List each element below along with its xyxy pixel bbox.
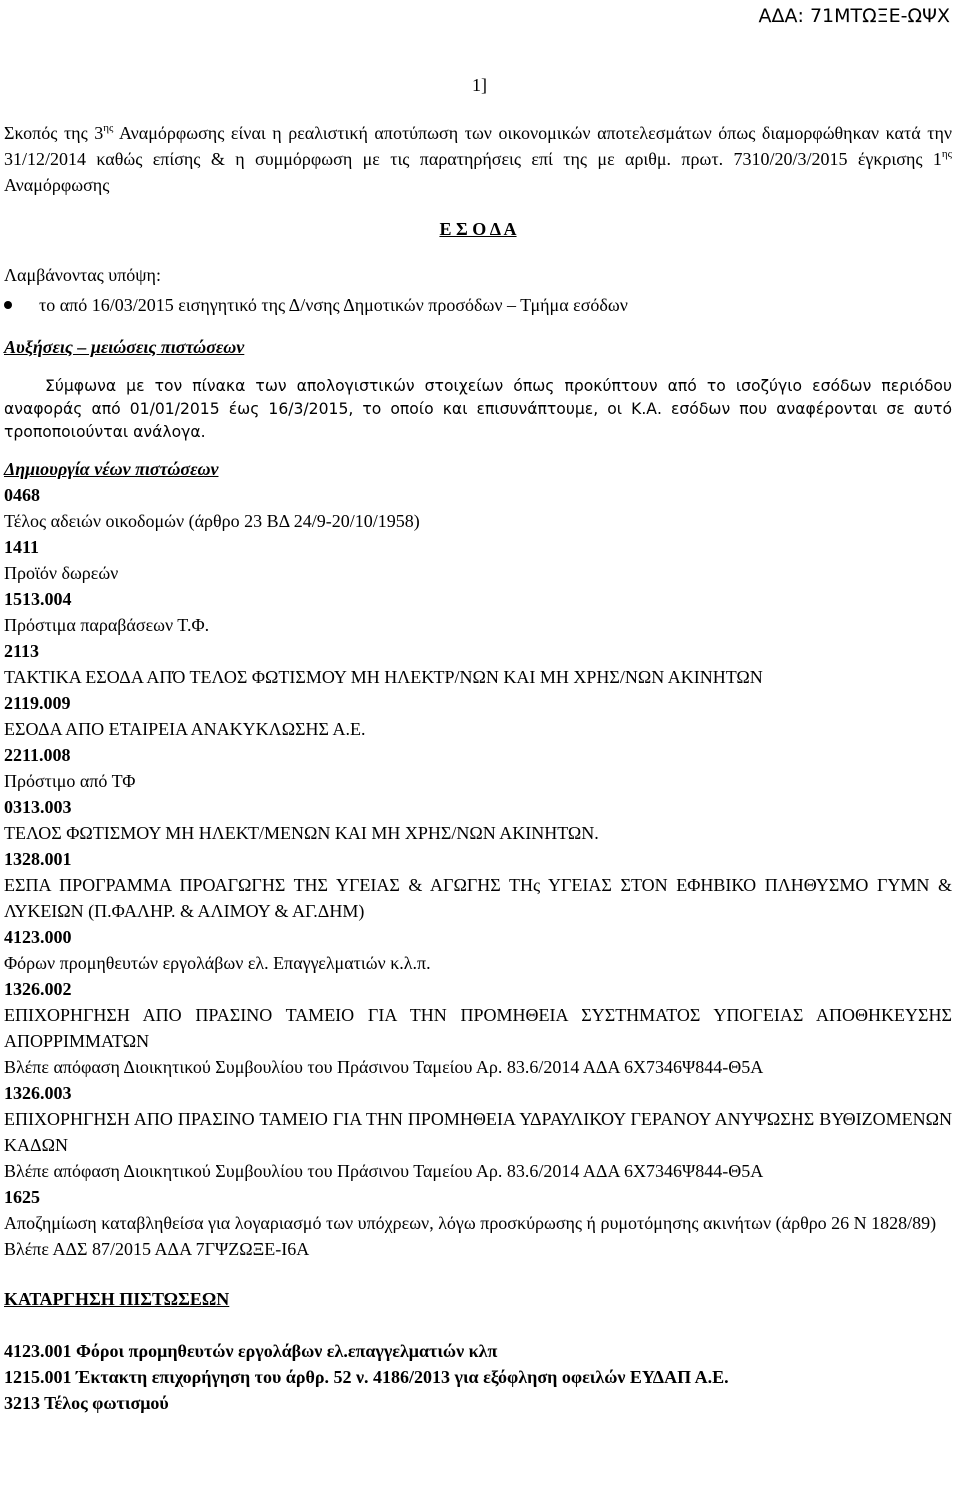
budget-code: 2119.009 [4,693,71,713]
budget-code: 1326.002 [4,979,72,999]
bullet-icon [4,301,12,309]
budget-description: Προϊόν δωρεών [4,563,119,583]
budget-description: Φόρων προμηθευτών εργολάβων ελ. Επαγγελματιών κ.λ.π. [4,953,431,973]
budget-code: 1411 [4,537,40,557]
budget-description: Βλέπε απόφαση Διοικητικού Συμβουλίου του Πράσινου Ταμείου Αρ. 83.6/2014 ΑΔΑ 6Χ7346Ψ844-Θ5Α [4,1161,764,1181]
considering-label: Λαμβάνοντας υπόψη: [4,265,161,285]
budget-description: ΕΣΠΑ ΠΡΟΓΡΑΜΜΑ ΠΡΟΑΓΩΓΗΣ ΤΗΣ ΥΓΕΙΑΣ & ΑΓΩΓΗΣ ΤΗς ΥΓΕΙΑΣ ΣΤΟΝ ΕΦΗΒΙΚΟ ΠΛΗΘΥΣΜΟ ΓΥΜΝ & ΛΥΚΕΙΩΝ (Π.ΦΑΛΗΡ. & ΑΛΙΜΟΥ & ΑΓ.ΔΗΜ) [4,875,952,921]
document-body [4,120,952,1416]
page-number: 1] [472,75,487,95]
budget-code: 4123.000 [4,927,72,947]
budget-description: Πρόστιμα παραβάσεων Τ.Φ. [4,615,210,635]
budget-code: 2113 [4,641,40,661]
ada-code: ΑΔΑ: 71ΜΤΩΞΕ-ΩΨΧ [758,5,950,27]
section-heading-new-credits: Δημιουργία νέων πιστώσεων [4,459,219,479]
section-heading-abolition: ΚΑΤΑΡΓΗΣΗ ΠΙΣΤΩΣΕΩΝ [4,1289,230,1309]
budget-description: ΤΕΛΟΣ ΦΩΤΙΣΜΟΥ ΜΗ ΗΛΕΚΤ/ΜΕΝΩΝ ΚΑΙ ΜΗ ΧΡΗΣ/ΝΩΝ ΑΚΙΝΗΤΩΝ. [4,823,599,843]
abolished-list [4,1338,952,1416]
budget-description: Αποζημίωση καταβληθείσα για λογαριασμό των υπόχρεων, λόγω προσκύρωσης ή ρυμοτόμησης ακινήτων (άρθρο 26 Ν 1828/89) [4,1213,937,1233]
budget-code: 2211.008 [4,745,71,765]
budget-code: 1328.001 [4,849,72,869]
budget-code: 1513.004 [4,589,72,609]
budget-code: 0468 [4,485,40,505]
new-credits-list [4,482,952,1262]
budget-description: ΕΠΙΧΟΡΗΓΗΣΗ ΑΠΟ ΠΡΑΣΙΝΟ ΤΑΜΕΙΟ ΓΙΑ ΤΗΝ ΠΡΟΜΗΘΕΙΑ ΣΥΣΤΗΜΑΤΟΣ ΥΠΟΓΕΙΑΣ ΑΠΟΘΗΚΕΥΣΗΣ ΑΠΟΡΡΙΜΜΑΤΩΝ [4,1005,952,1051]
budget-code: 0313.003 [4,797,72,817]
budget-code: 1625 [4,1187,40,1207]
doc-title: Ε Σ Ο Δ Α [439,219,517,239]
abolished-item: 1215.001 Έκτακτη επιχορήγηση του άρθρ. 52 ν. 4186/2013 για εξόφληση οφειλών ΕΥΔΑΠ Α.Ε. [4,1367,729,1387]
budget-description: ΕΠΙΧΟΡΗΓΗΣΗ ΑΠΟ ΠΡΑΣΙΝΟ ΤΑΜΕΙΟ ΓΙΑ ΤΗΝ ΠΡΟΜΗΘΕΙΑ ΥΔΡΑΥΛΙΚΟΥ ΓΕΡΑΝΟΥ ΑΝΥΨΩΣΗΣ ΒΥΘΙΖΟΜΕΝΩΝ ΚΑΔΩΝ [4,1109,952,1155]
intro-text-a: Σκοπός της 3 [4,123,104,143]
intro-text-c: Αναμόρφωσης [4,175,110,195]
intro-sup-1: ης [103,122,114,134]
intro-text-b: Αναμόρφωσης είναι η ρεαλιστική αποτύπωση των οικονομικών αποτελεσμάτων όπως διαμορφώθηκαν κατά την 31/12/2014 καθώς επίσης & η συμμόρφωση με τις παρατηρήσεις επί της με αριθμ. πρωτ. 7310/20/3/2015 έγκρισης 1 [4,123,952,169]
budget-description: ΤΑΚΤΙΚΑ ΕΣΟΔΑ ΑΠΌ ΤΕΛΟΣ ΦΩΤΙΣΜΟΥ ΜΗ ΗΛΕΚΤΡ/ΝΩΝ ΚΑΙ ΜΗ ΧΡΗΣ/ΝΩΝ ΑΚΙΝΗΤΩΝ [4,667,763,687]
bullet-text: το από 16/03/2015 εισηγητικό της Δ/νσης Δημοτικών προσόδων – Τμήμα εσόδων [39,295,628,315]
intro-sup-2: ης [941,148,952,160]
abolished-item: 4123.001 Φόροι προμηθευτών εργολάβων ελ.επαγγελματιών κλπ [4,1341,498,1361]
budget-description: Βλέπε απόφαση Διοικητικού Συμβουλίου του Πράσινου Ταμείου Αρ. 83.6/2014 ΑΔΑ 6Χ7346Ψ844-Θ5Α [4,1057,764,1077]
budget-description: Πρόστιμο από ΤΦ [4,771,136,791]
bullet-item [4,292,952,318]
budget-description: ΕΣΟΔΑ ΑΠΟ ΕΤΑΙΡΕΙΑ ΑΝΑΚΥΚΛΩΣΗΣ Α.Ε. [4,719,366,739]
abolished-item: 3213 Τέλος φωτισμού [4,1393,169,1413]
budget-description: Βλέπε ΑΔΣ 87/2015 ΑΔΑ 7ΓΨΖΩΞΕ-Ι6Α [4,1239,310,1259]
section-heading-adjustments: Αυξήσεις – μειώσεις πιστώσεων [4,337,245,357]
budget-code: 1326.003 [4,1083,72,1103]
adjustments-text: Σύμφωνα με τον πίνακα των απολογιστικών στοιχείων όπως προκύπτουν από το ισοζύγιο εσόδων περιόδου αναφοράς από 01/01/2015 έως 16/3/2015, το οποίο και επισυνάπτουμε, οι Κ.Α. εσόδων που αναφέρονται σε αυτό τροποποιούνται ανάλογα. [4,377,952,441]
intro-paragraph [4,120,952,198]
budget-description: Τέλος αδειών οικοδομών (άρθρο 23 ΒΔ 24/9-20/10/1958) [4,511,420,531]
